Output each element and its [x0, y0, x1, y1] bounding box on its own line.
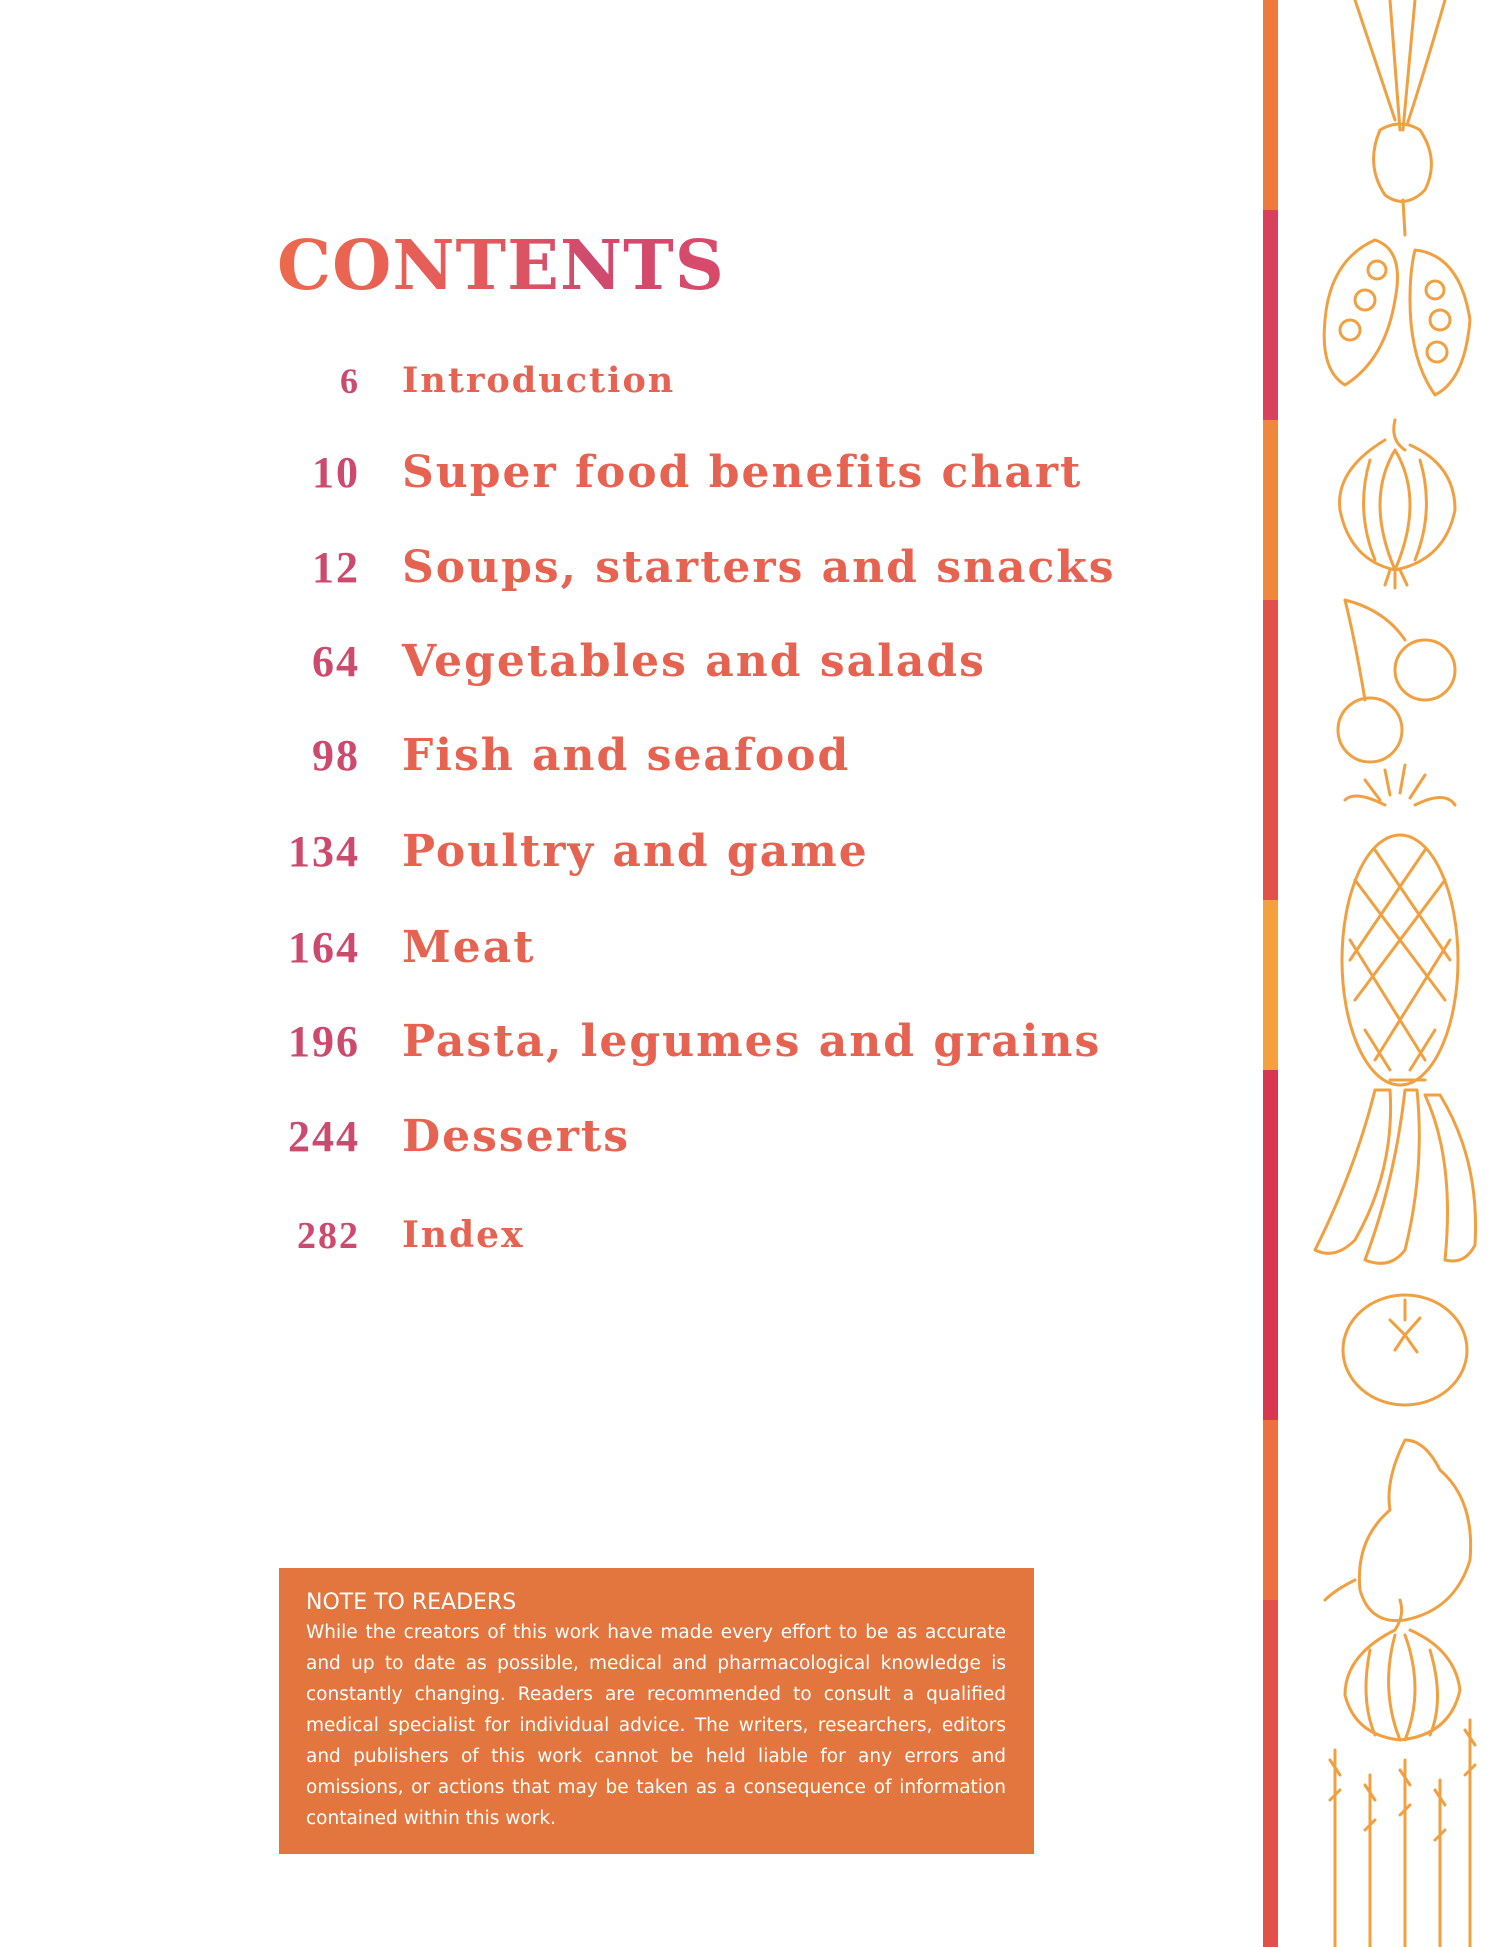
toc-page-number: 10 [312, 448, 360, 497]
bananas-icon [1315, 1080, 1476, 1263]
toc-page-number: 282 [297, 1215, 360, 1257]
toc-page-number: 164 [288, 923, 360, 972]
toc-entry[interactable] [0, 1111, 1200, 1171]
toc-entry[interactable] [0, 447, 1200, 507]
note-to-readers-box [279, 1568, 1034, 1854]
toc-page-number: 12 [312, 543, 360, 592]
toc-label: Index [402, 1214, 525, 1256]
pear-icon [1325, 1440, 1471, 1621]
toc-entry[interactable] [0, 922, 1200, 982]
toc-label: Soups, starters and snacks [402, 542, 1116, 593]
toc-entry[interactable] [0, 826, 1200, 886]
toc-page-number: 244 [288, 1112, 360, 1161]
toc-label: Super food benefits chart [402, 447, 1083, 498]
toc-label: Introduction [402, 360, 676, 401]
note-heading: NOTE TO READERS [306, 1590, 517, 1615]
toc-entry[interactable] [0, 360, 1200, 420]
fruit-vegetable-border [1295, 0, 1500, 1947]
pea-pod-icon [1324, 240, 1470, 395]
page-title: CONTENTS [277, 226, 725, 306]
tomato-icon [1343, 1295, 1467, 1405]
beetroot-icon [1355, 0, 1445, 235]
toc-entry[interactable] [0, 1214, 1200, 1274]
color-stripe [1263, 0, 1278, 1947]
asparagus-icon [1330, 1720, 1475, 1947]
toc-entry[interactable] [0, 542, 1200, 602]
toc-entry[interactable] [0, 730, 1200, 790]
toc-entry[interactable] [0, 636, 1200, 696]
note-body: While the creators of this work have made every effort to be as accurate and up to date as possible, medical and pharmacological knowledge is constantly changing. Readers are recommended to consult a qualified medical specialist for individual advice. The writers, researchers, editors and publishers of this work cannot be held liable for any errors and omissions, or actions that may be taken as a consequence of information contained within this work. [306, 1622, 1006, 1829]
toc-page-number: 196 [288, 1017, 360, 1066]
toc-page-number: 134 [288, 827, 360, 876]
toc-label: Fish and seafood [402, 730, 851, 781]
toc-page-number: 98 [312, 731, 360, 780]
pineapple-icon [1342, 765, 1458, 1085]
toc-page-number: 6 [340, 361, 360, 401]
toc-label: Vegetables and salads [402, 636, 986, 687]
toc-entry[interactable] [0, 1016, 1200, 1076]
toc-label: Desserts [402, 1111, 630, 1162]
toc-page-number: 64 [312, 637, 360, 686]
onion-icon [1340, 420, 1455, 588]
toc-label: Pasta, legumes and grains [402, 1016, 1102, 1067]
toc-label: Meat [402, 922, 536, 973]
toc-label: Poultry and game [402, 826, 869, 877]
cherries-icon [1338, 600, 1455, 762]
